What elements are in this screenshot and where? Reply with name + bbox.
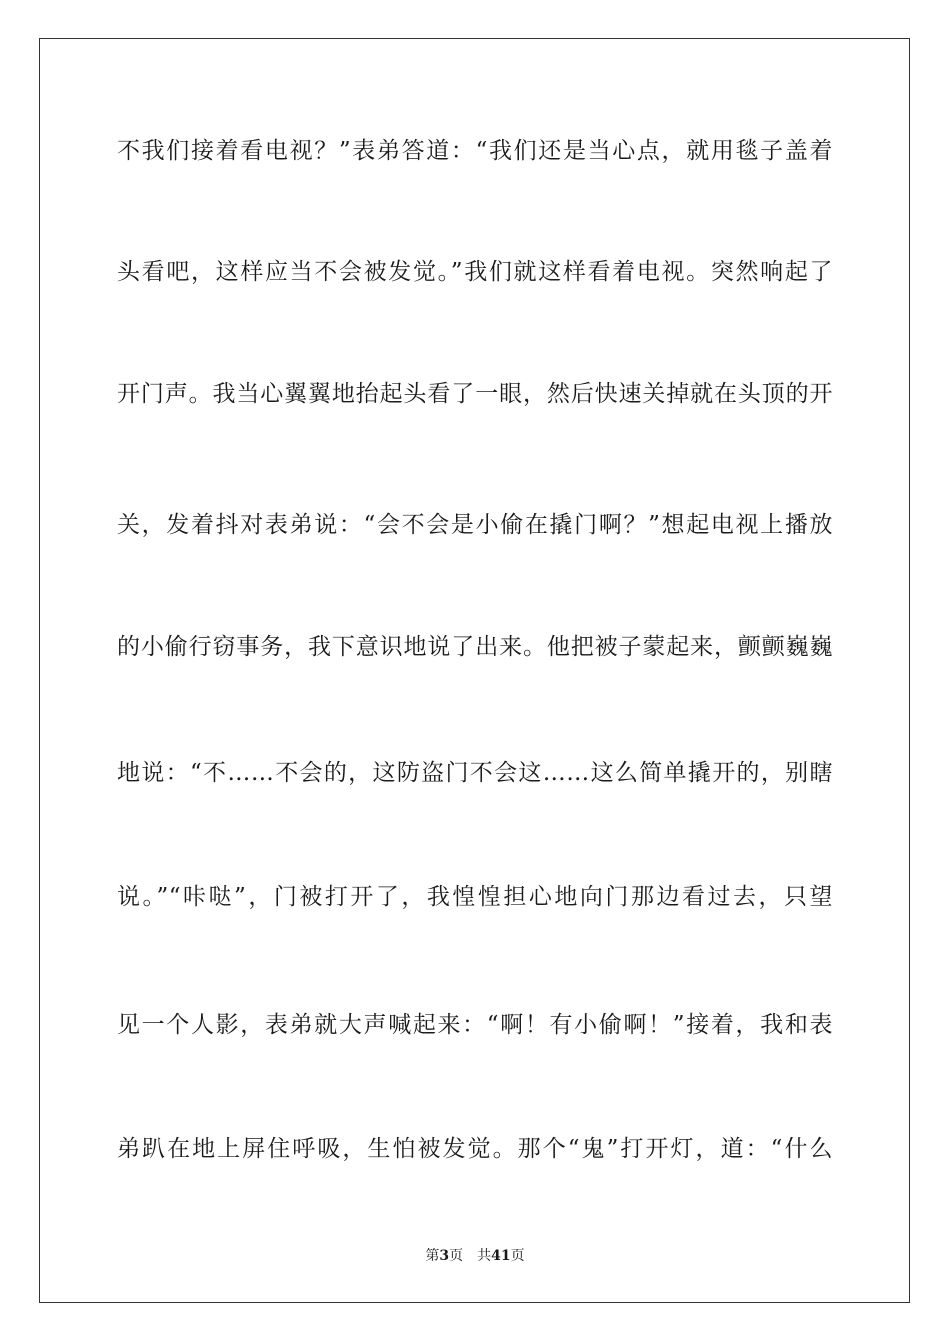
text-line: 关，发着抖对表弟说：“会不会是小偷在撬门啊？”想起电视上播放 — [117, 512, 833, 538]
page-suffix: 页 — [449, 1248, 464, 1264]
text-line: 头看吧，这样应当不会被发觉。”我们就这样看着电视。突然响起了 — [117, 259, 833, 285]
text-line: 说。”“咔哒”，门被打开了，我惶惶担心地向门那边看过去，只望 — [117, 884, 833, 910]
text-line: 的小偷行窃事务，我下意识地说了出来。他把被子蒙起来，颤颤巍巍 — [117, 634, 833, 660]
total-pages: 41 — [491, 1248, 511, 1264]
text-line: 见一个人影，表弟就大声喊起来：“啊！有小偷啊！”接着，我和表 — [117, 1012, 833, 1038]
page-number: 3 — [439, 1248, 450, 1264]
total-prefix: 共 — [477, 1248, 492, 1264]
total-suffix: 页 — [510, 1248, 525, 1264]
text-line: 开门声。我当心翼翼地抬起头看了一眼，然后快速关掉就在头顶的开 — [117, 381, 833, 407]
page-footer — [0, 1246, 950, 1266]
text-line: 地说：“不……不会的，这防盗门不会这……这么简单撬开的，别瞎 — [117, 760, 833, 786]
page-prefix: 第 — [425, 1248, 440, 1264]
page-border — [39, 38, 910, 1303]
text-line: 不我们接着看电视？”表弟答道：“我们还是当心点，就用毯子盖着 — [117, 138, 833, 164]
text-line: 弟趴在地上屏住呼吸，生怕被发觉。那个“鬼”打开灯，道：“什么 — [117, 1136, 833, 1162]
